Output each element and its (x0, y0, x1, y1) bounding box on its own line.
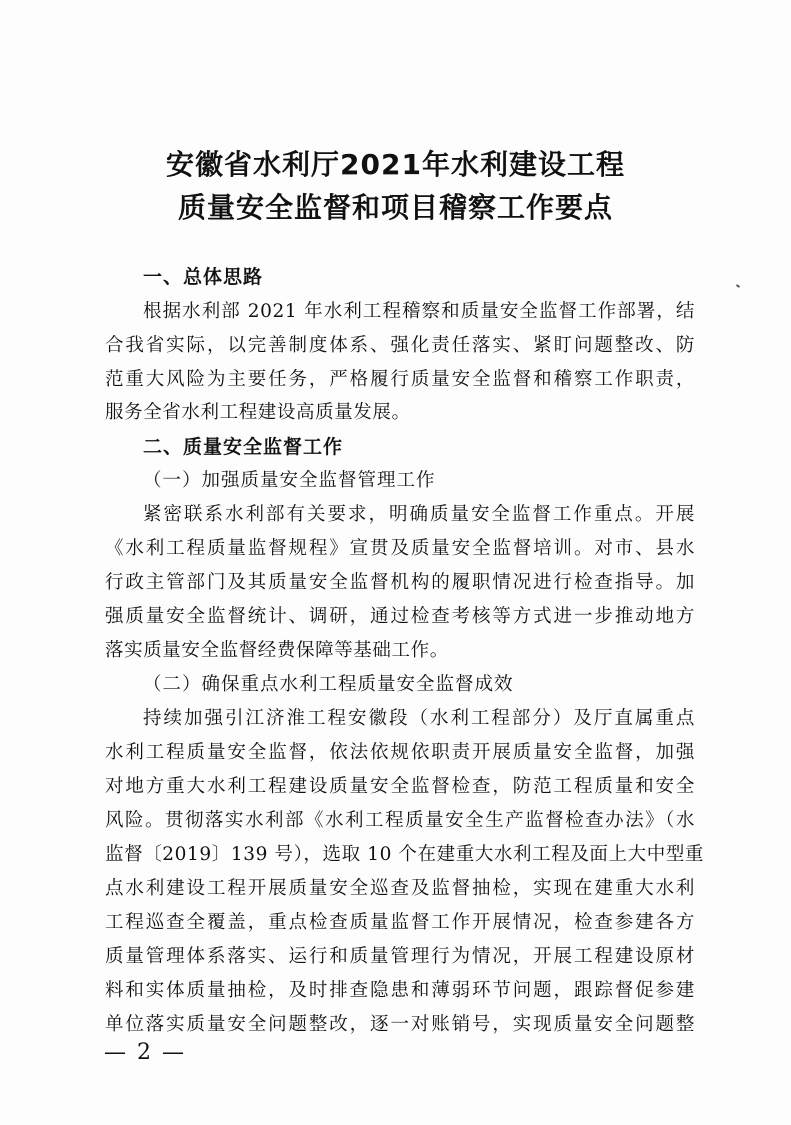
subsection-1-paragraph-line: 强质量安全监督统计、调研，通过检查考核等方式进一步推动地方 (105, 606, 695, 627)
section-1-paragraph-line: 范重大风险为主要任务，严格履行质量安全监督和稽察工作职责， (105, 369, 695, 390)
subsection-2-paragraph-line: 持续加强引江济淮工程安徽段（水利工程部分）及厅直属重点 (143, 708, 695, 729)
subsection-2-paragraph-line: 单位落实质量安全问题整改，逐一对账销号，实现质量安全问题整 (105, 1014, 695, 1035)
document-title-line-2: 质量安全监督和项目稽察工作要点 (177, 191, 613, 224)
section-1-heading: 一、总体思路 (143, 266, 264, 288)
section-1-paragraph-line: 合我省实际，以完善制度体系、强化责任落实、紧盯问题整改、防 (105, 335, 695, 356)
subsection-1-paragraph-line: 《水利工程质量监督规程》宣贯及质量安全监督培训。对市、县水 (105, 538, 695, 559)
subsection-2-paragraph-line: 风险。贯彻落实水利部《水利工程质量安全生产监督检查办法》（水 (105, 810, 695, 831)
section-1-paragraph-line: 根据水利部 2021 年水利工程稽察和质量安全监督工作部署，结 (143, 301, 695, 322)
document-title-line-1: 安徽省水利厅2021年水利建设工程 (166, 148, 625, 181)
subsection-1-heading: （一）加强质量安全监督管理工作 (143, 470, 436, 491)
subsection-2-paragraph-line: 料和实体质量抽检，及时排查隐患和薄弱环节问题，跟踪督促参建 (105, 980, 695, 1001)
section-1-paragraph-line: 服务全省水利工程建设高质量发展。 (105, 402, 411, 423)
section-2-heading: 二、质量安全监督工作 (143, 436, 344, 458)
subsection-2-paragraph-line: 对地方重大水利工程建设质量安全监督检查，防范工程质量和安全 (105, 776, 695, 797)
subsection-2-paragraph-line: 监督〔2019〕139 号），选取 10 个在建重大水利工程及面上大中型重 (105, 844, 705, 865)
subsection-2-paragraph-line: 质量管理体系落实、运行和质量管理行为情况，开展工程建设原材 (105, 946, 695, 967)
subsection-2-paragraph-line: 工程巡查全覆盖，重点检查质量监督工作开展情况，检查参建各方 (105, 912, 695, 933)
page-number: — 2 — (104, 1040, 186, 1065)
subsection-1-paragraph-line: 落实质量安全监督经费保障等基础工作。 (105, 640, 449, 661)
subsection-1-paragraph-line: 紧密联系水利部有关要求，明确质量安全监督工作重点。开展 (143, 504, 695, 525)
subsection-2-heading: （二）确保重点水利工程质量安全监督成效 (143, 674, 514, 695)
scan-speck (736, 284, 740, 288)
subsection-1-paragraph-line: 行政主管部门及其质量安全监督机构的履职情况进行检查指导。加 (105, 572, 695, 593)
subsection-2-paragraph-line: 水利工程质量安全监督，依法依规依职责开展质量安全监督，加强 (105, 742, 695, 763)
subsection-2-paragraph-line: 点水利建设工程开展质量安全巡查及监督抽检，实现在建重大水利 (105, 878, 695, 899)
